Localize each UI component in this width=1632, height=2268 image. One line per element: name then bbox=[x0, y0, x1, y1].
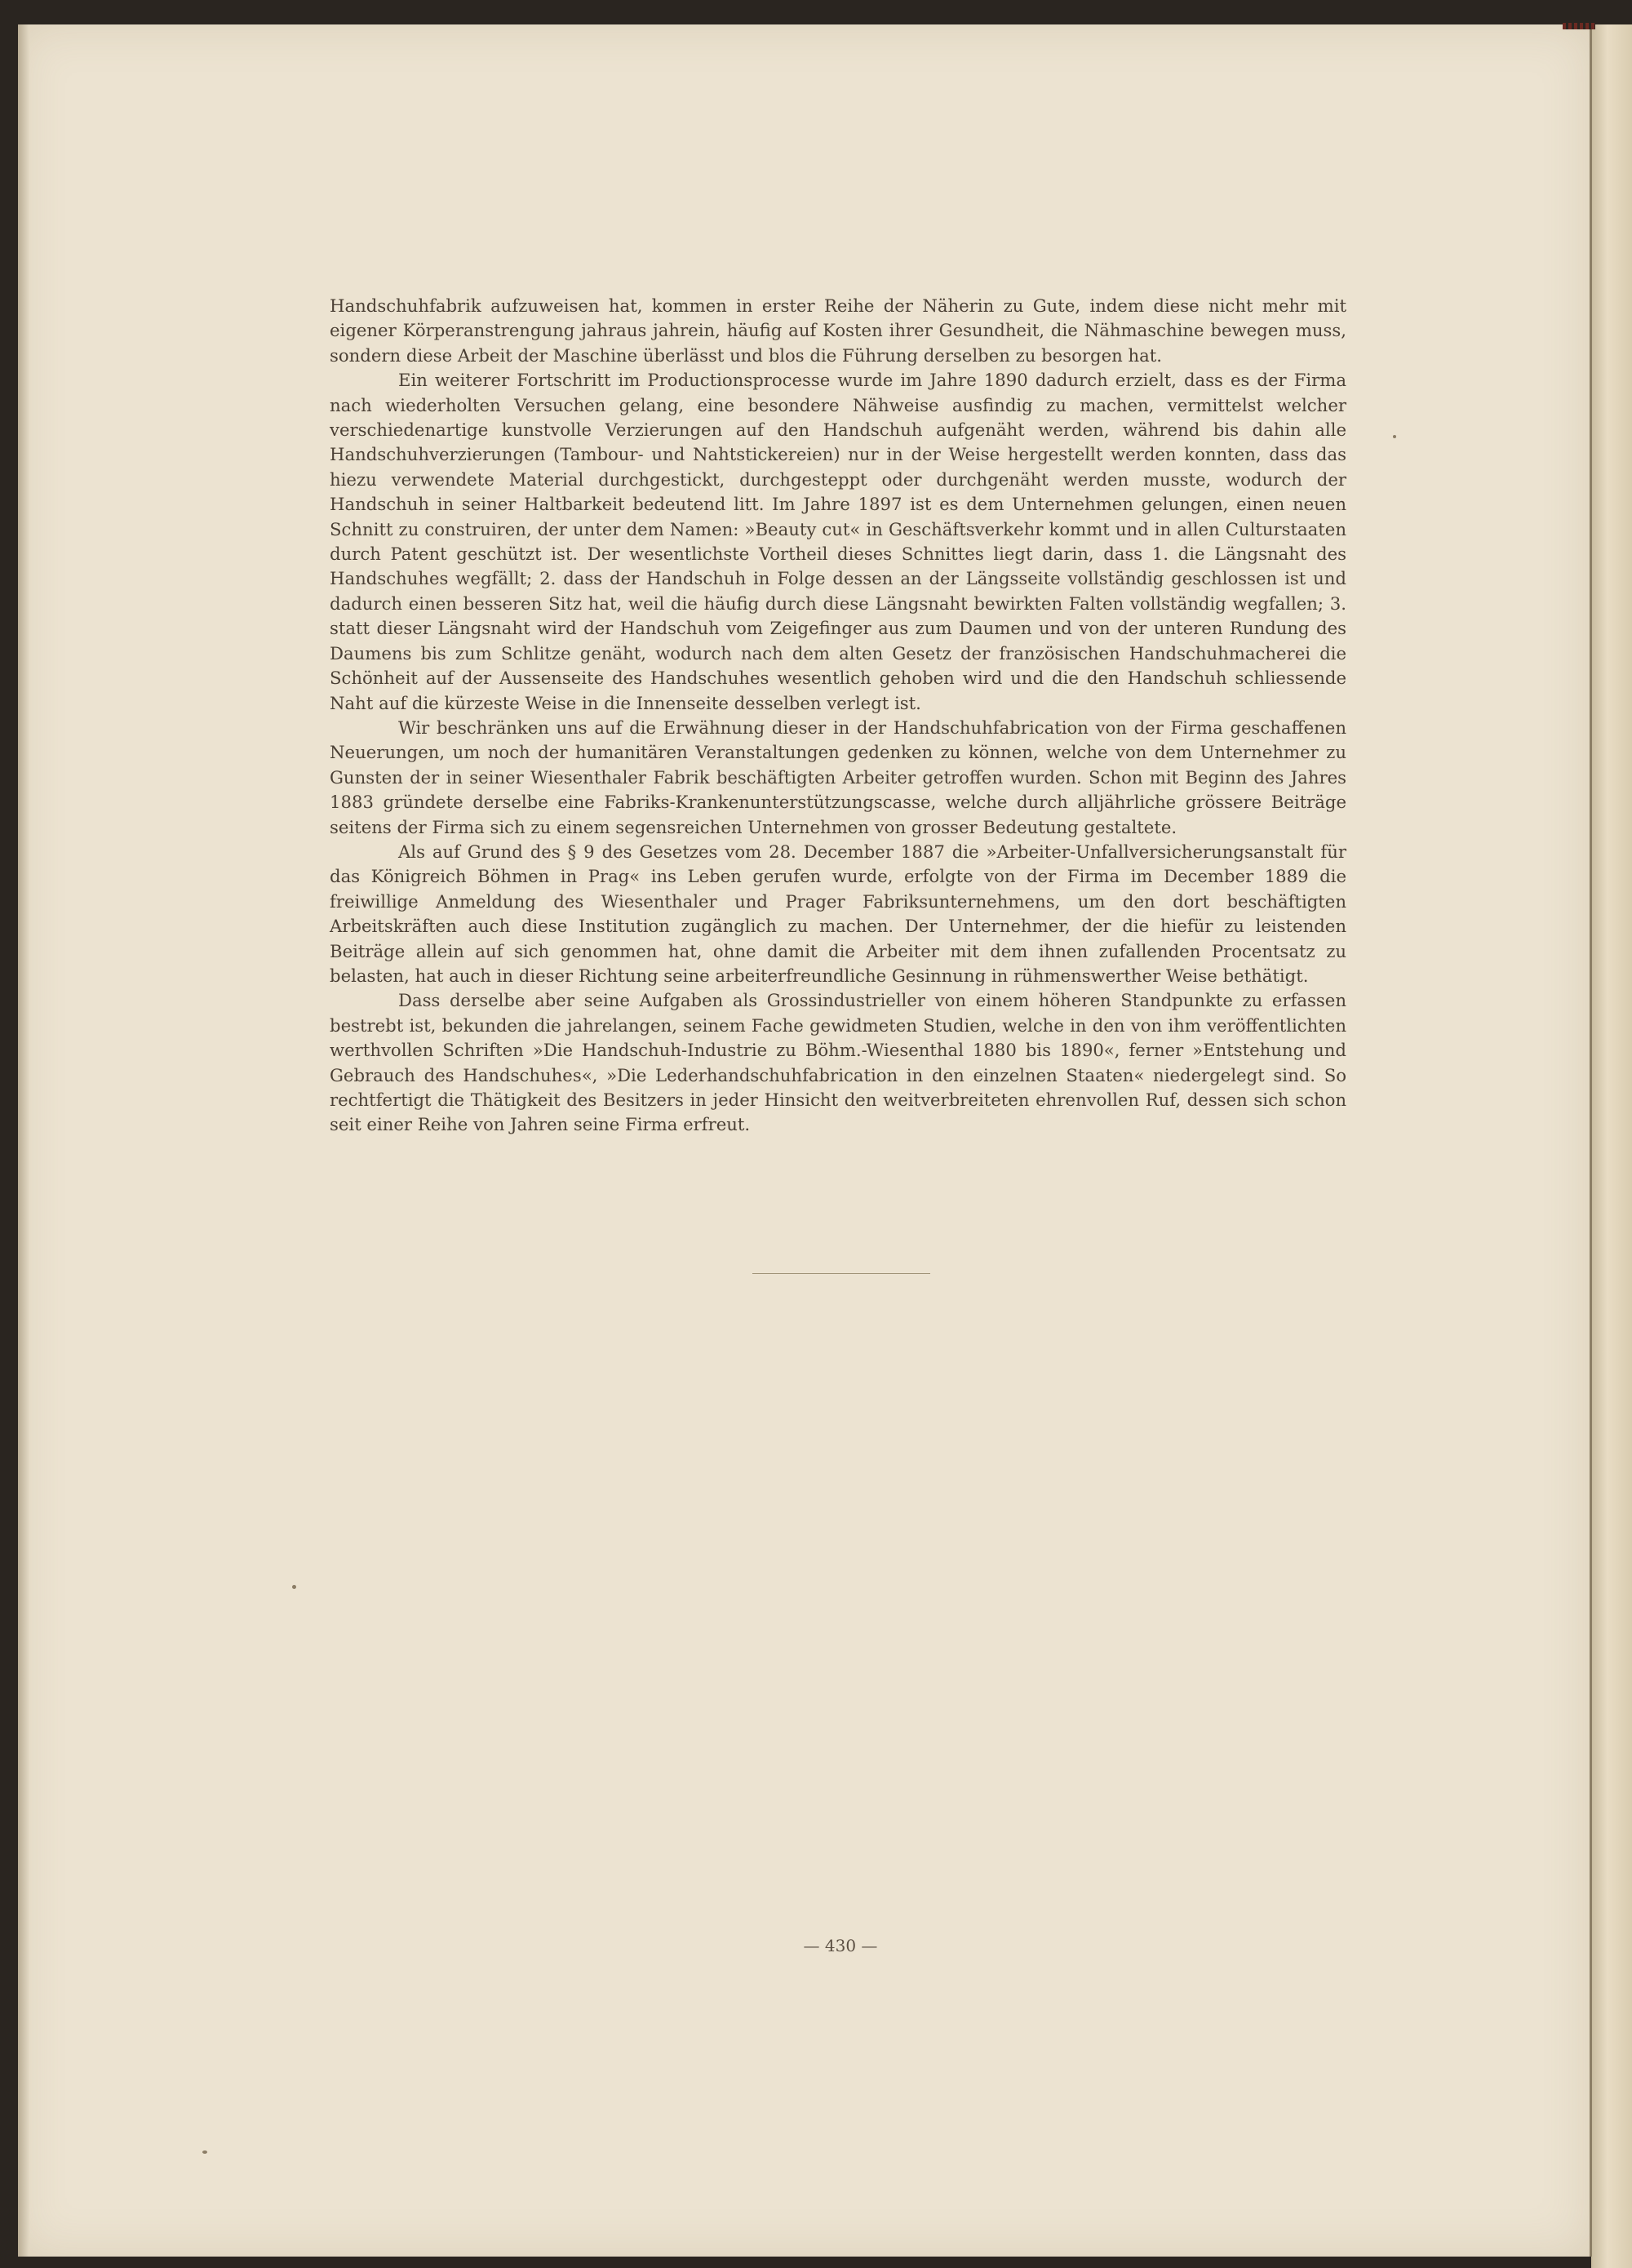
page-gutter-shadow bbox=[18, 24, 29, 2257]
body-text bbox=[330, 294, 1346, 1138]
page-number: — 430 — bbox=[803, 1936, 878, 1955]
paragraph-5: Dass derselbe aber seine Aufgaben als Grossindustrieller von einem höheren Standpunkte zu erfassen bestrebt ist, bekunden die jahrelangen, seinem Fache gewidmeten Studien, welche in den von ihm veröffentlichten werthvollen Schriften »Die Handschuh-Industrie zu Böhm.-Wiesenthal 1880 bis 1890«, ferner »Entstehung und Gebrauch des Handschuhes«, »Die Lederhandschuhfabrication in den einzelnen Staaten« niedergelegt sind. So rechtfertigt die Thätigkeit des Besitzers in jeder Hinsicht den weitverbreiteten ehrenvollen Ruf, dessen sich schon seit einer Reihe von Jahren seine Firma erfreut. bbox=[330, 990, 1346, 1135]
next-page-edge-line bbox=[1590, 24, 1592, 2257]
next-page-edge bbox=[1591, 24, 1632, 2268]
paper-speck bbox=[292, 1585, 296, 1589]
paragraph-1: Handschuhfabrik aufzuweisen hat, kommen in erster Reihe der Näherin zu Gute, indem diese nicht mehr mit eigener Körperanstrengung jahraus jahrein, häufig auf Kosten ihrer Gesundheit, die Nähmaschine bewegen muss, sondern diese Arbeit der Maschine überlässt und blos die Führung derselben zu besorgen hat. bbox=[330, 295, 1346, 366]
paragraph-4: Als auf Grund des § 9 des Gesetzes vom 28. December 1887 die »Arbeiter-Unfallversicherungsanstalt für das Königreich Böhmen in Prag« ins Leben gerufen wurde, erfolgte von der Firma im December 1889 die freiwillige Anmeldung des Wiesenthaler und Prager Fabriksunternehmens, um den dort beschäftigten Arbeitskräften auch diese Institution zugänglich zu machen. Der Unternehmer, der die hiefür zu leistenden Beiträge allein auf sich genommen hat, ohne damit die Arbeiter mit dem ihnen zufallenden Procentsatz zu belasten, hat auch in dieser Richtung seine arbeiterfreundliche Gesinnung in rühmenswerther Weise bethätigt. bbox=[330, 841, 1346, 986]
section-divider bbox=[752, 1273, 930, 1274]
binding-mark bbox=[1563, 23, 1595, 29]
paragraph-2: Ein weiterer Fortschritt im Productionsprocesse wurde im Jahre 1890 dadurch erzielt, dass es der Firma nach wiederholten Versuchen gelang, eine besondere Nähweise ausfindig zu machen, vermittelst welcher verschiedenartige kunstvolle Verzierungen auf den Handschuh aufgenäht werden, während bis dahin alle Handschuhverzierungen (Tambour- und Nahtstickereien) nur in der Weise hergestellt werden konnten, dass das hiezu verwendete Material durchgestickt, durchgesteppt oder durchgenäht werden musste, wodurch der Handschuh in seiner Haltbarkeit bedeutend litt. Im Jahre 1897 ist es dem Unternehmen gelungen, einen neuen Schnitt zu construiren, der unter dem Namen: »Beauty cut« in Geschäftsverkehr kommt und in allen Culturstaaten durch Patent geschützt ist. Der wesentlichste Vortheil dieses Schnittes liegt darin, dass 1. die Längsnaht des Handschuhes wegfällt; 2. dass der Handschuh in Folge dessen an der Längsseite vollständig geschlossen ist und dadurch einen besseren Sitz hat, weil die häufig durch diese Längsnaht bewirkten Falten vollständig wegfallen; 3. statt dieser Längsnaht wird der Handschuh vom Zeigefinger aus zum Daumen und von der unteren Rundung des Daumens bis zum Schlitze genäht, wodurch nach dem alten Gesetz der französischen Handschuhmacherei die Schönheit auf der Aussenseite des Handschuhes wesentlich gehoben wird und die den Handschuh schliessende Naht auf die kürzeste Weise in die Innenseite desselben verlegt ist. bbox=[330, 370, 1346, 713]
paper-speck bbox=[1393, 435, 1396, 438]
paragraph-3: Wir beschränken uns auf die Erwähnung dieser in der Handschuhfabrication von der Firma geschaffenen Neuerungen, um noch der humanitären Veranstaltungen gedenken zu können, welche von dem Unternehmer zu Gunsten der in seiner Wiesenthaler Fabrik beschäftigten Arbeiter getroffen wurden. Schon mit Beginn des Jahres 1883 gründete derselbe eine Fabriks-Krankenunterstützungscasse, welche durch alljährliche grössere Beiträge seitens der Firma sich zu einem segensreichen Unternehmen von grosser Bedeutung gestaltete. bbox=[330, 717, 1346, 837]
paper-speck bbox=[202, 2150, 207, 2154]
